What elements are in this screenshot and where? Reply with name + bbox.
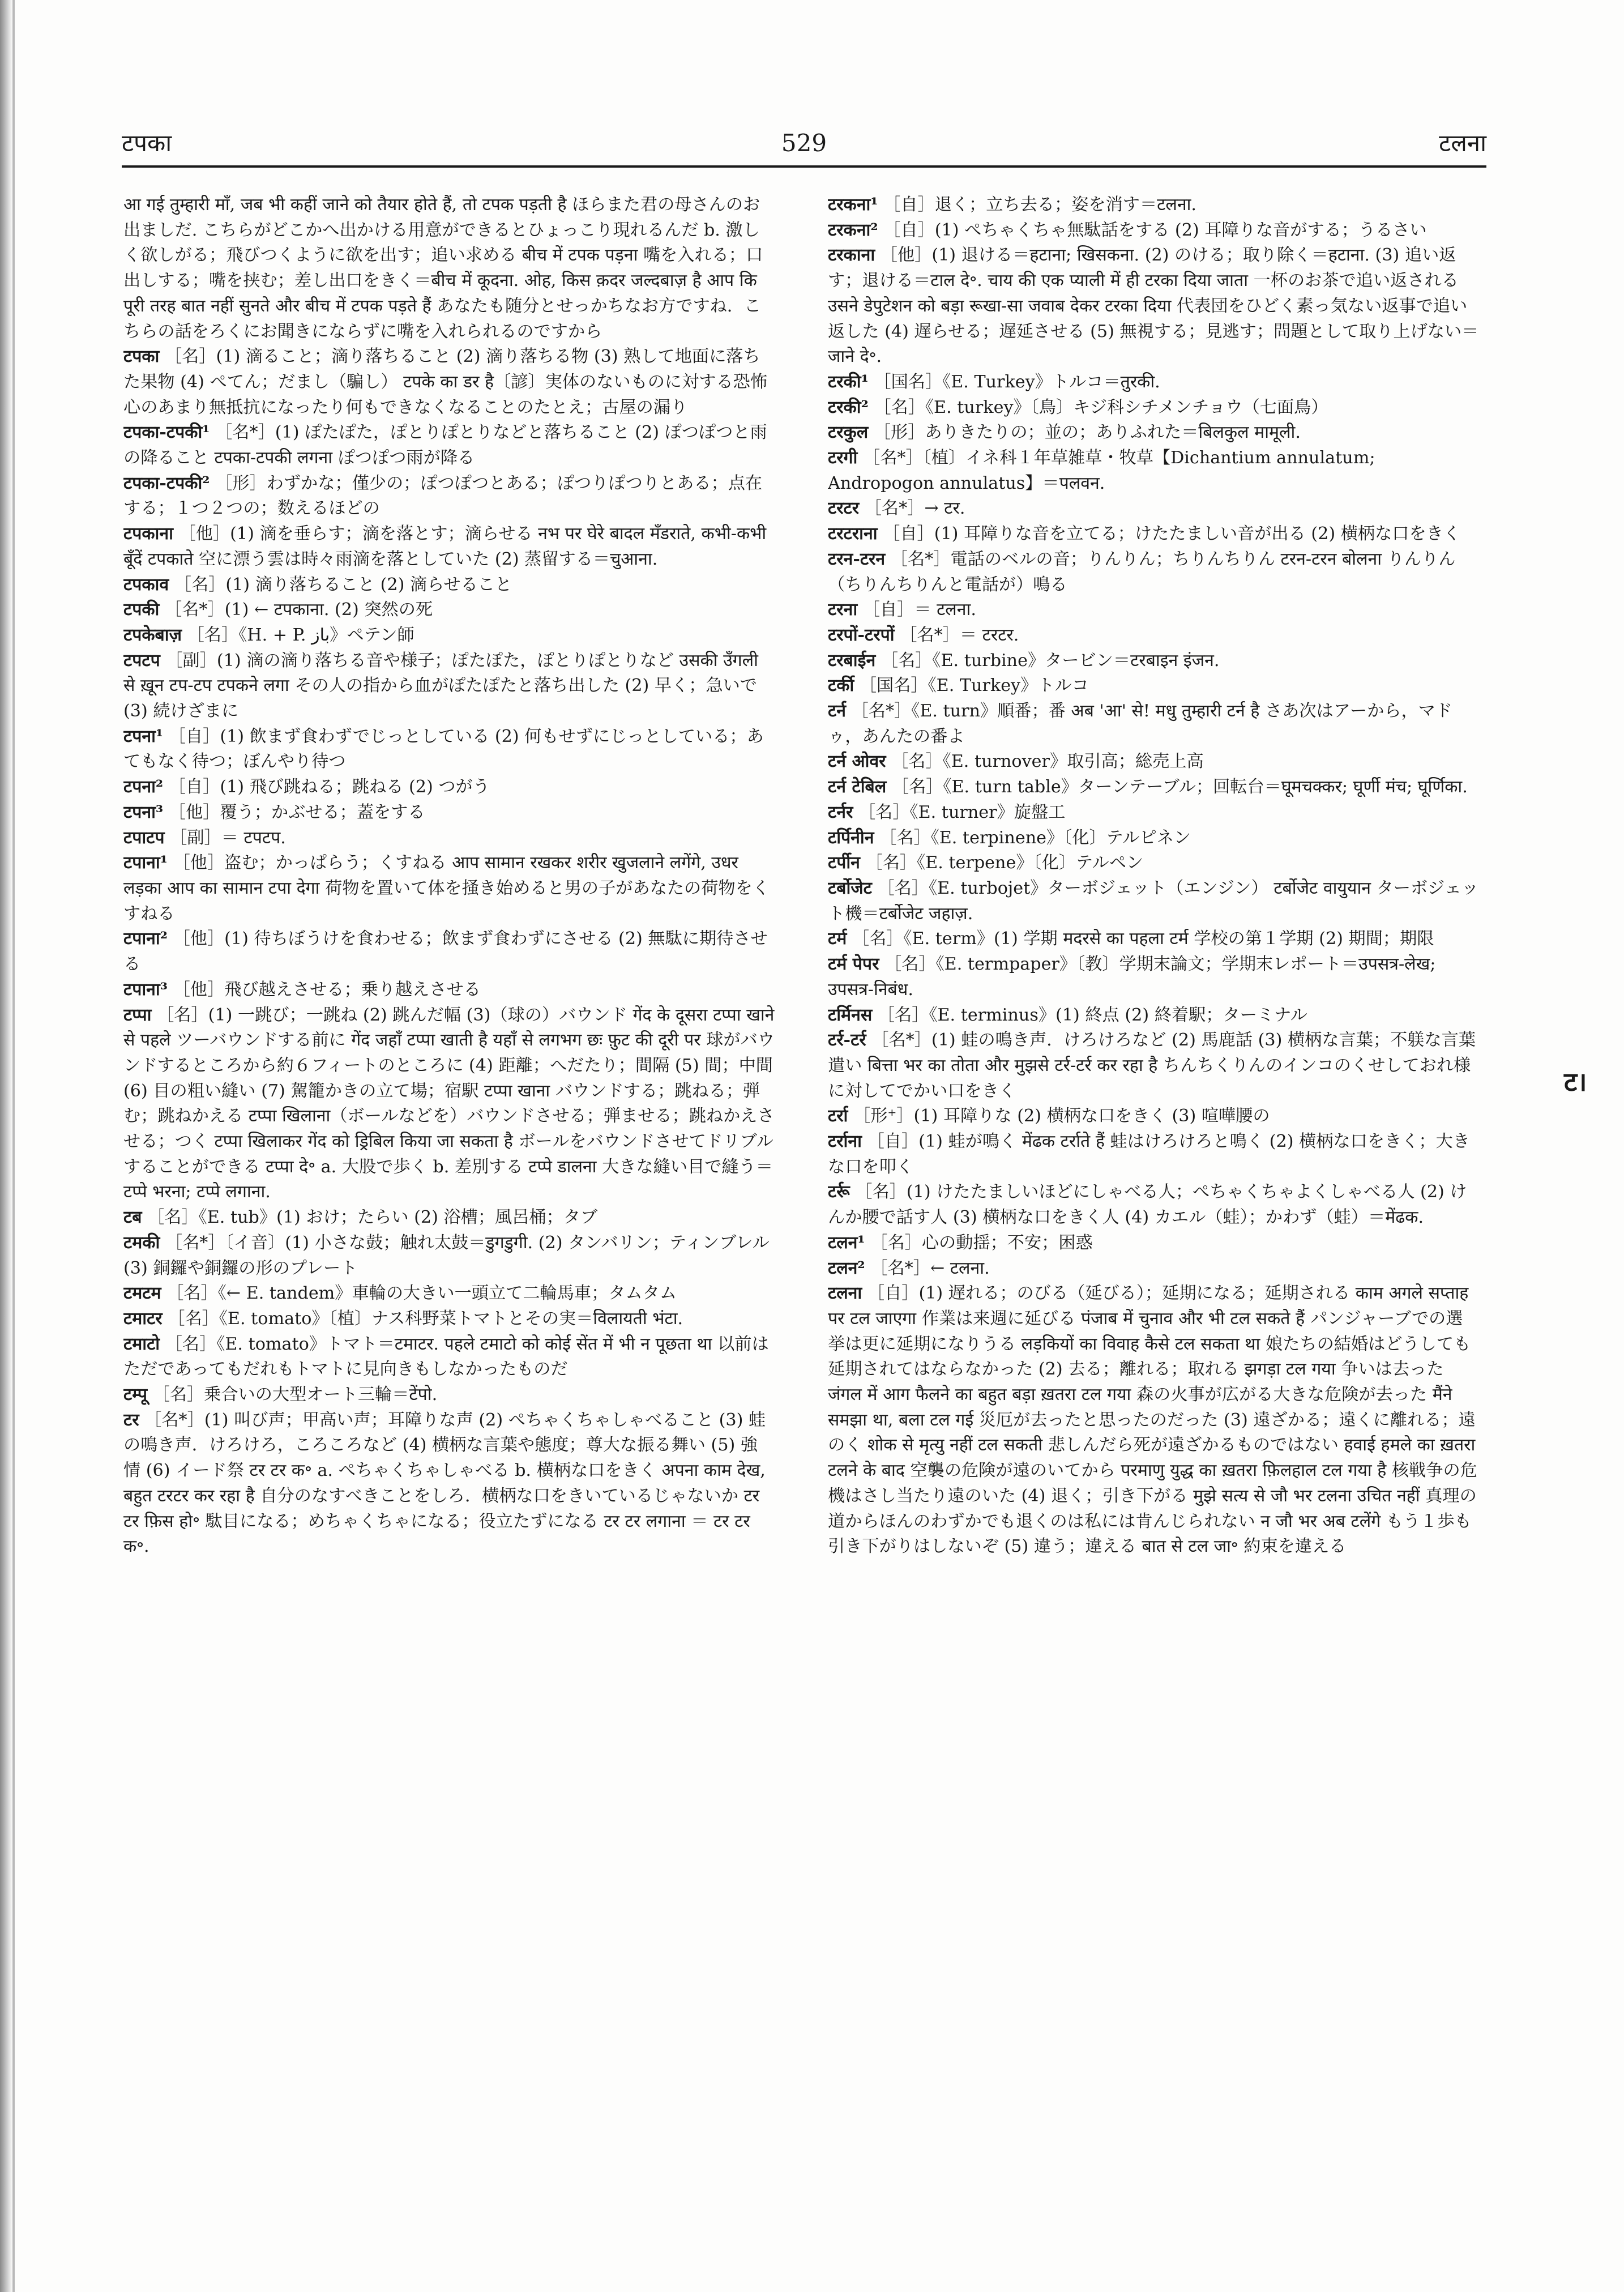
entry-definition: ［名］《E. turbojet》ターボジェット（エンジン） टर्बोजेट वायुयान ターボジェット機＝टर्बोजेट जहाज़. xyxy=(828,878,1479,924)
entry-headword: टरपों-टरपों xyxy=(828,625,895,645)
entry-headword: टरबाईन xyxy=(828,650,876,671)
dictionary-entry xyxy=(828,826,1479,851)
entry-definition: ［自］(1) ぺちゃくちゃ無駄話をする (2) 耳障りな音がする；うるさい xyxy=(883,220,1427,240)
dictionary-entry xyxy=(828,395,1479,421)
dictionary-entry xyxy=(828,927,1479,952)
entry-definition: ［他］(1) 退ける＝हटाना; खिसकना. (2) のける；取り除く＝हटाना. (3) 追い返す；退ける＝टाल दे॰. चाय की एक प्याली में ही टरका दिया जाता 一杯のお茶で追い返される उसने डेपुटेशन को बड़ा रूखा-सा जवाब देकर टरका दिया 代表団をひどく素っ気ない返事で追い返した (4) 遅らせる；遅延させる (5) 無視する；見逃す；問題として取り上げない＝जाने दे॰. xyxy=(828,245,1479,367)
entry-headword: टर्नर xyxy=(828,802,853,822)
dictionary-entry xyxy=(123,573,775,598)
entry-headword: टपना³ xyxy=(123,802,164,822)
entry-headword: टर्रू xyxy=(828,1182,850,1202)
dictionary-entry xyxy=(123,522,775,572)
dictionary-entry xyxy=(828,370,1479,395)
dictionary-entry xyxy=(123,1408,775,1560)
entry-headword: टरकना¹ xyxy=(828,195,878,215)
entry-definition: ［自］＝ टलना. xyxy=(862,600,976,620)
entry-definition: ［国名］《E. Turkey》トルコ＝तुरकी. xyxy=(874,372,1160,392)
page-number: 529 xyxy=(781,129,827,157)
entry-definition: ［名］《E. turn table》ターンテーブル；回転台＝घूमचक्कर; घूर्णी मंच; घूर्णिका. xyxy=(891,777,1468,797)
entry-definition: ［自］(1) 耳障りな音を立てる；けたたましい音が出る (2) 横柄な口をきく xyxy=(883,524,1461,544)
entry-definition: ［名］《E. turbine》タービン＝टरबाइन इंजन. xyxy=(881,650,1220,671)
dictionary-entry xyxy=(828,648,1479,674)
entry-headword: टपाना² xyxy=(123,929,168,949)
entry-headword: टप्पा xyxy=(123,1005,152,1025)
dictionary-entry xyxy=(123,648,775,724)
entry-definition: ［他］(1) 待ちぼうけを食わせる；飲まず食わずにさせる (2) 無駄に期待させる xyxy=(123,929,768,975)
dictionary-entry xyxy=(123,1307,775,1332)
entry-definition: ［名］《E. tomato》トマト＝टमाटर. पहले टमाटो को कोई सेंत में भी न पूछता था 以前はただであってもだれもトマトに見向きもしなかったものだ xyxy=(123,1334,769,1380)
entry-headword: टरकुल xyxy=(828,422,869,443)
dictionary-entry xyxy=(828,673,1479,699)
header-guide-word-right: टलना xyxy=(1439,129,1486,157)
entry-definition: ［他］飛び越えさせる；乗り越えさせる xyxy=(173,979,481,1000)
dictionary-entry xyxy=(828,876,1479,927)
page-binding-shadow xyxy=(0,0,12,2292)
dictionary-entry xyxy=(828,952,1479,1002)
dictionary-entry xyxy=(123,597,775,623)
dictionary-entry xyxy=(123,623,775,648)
entry-headword: टपकाव xyxy=(123,574,169,595)
thumb-index-tab: ट। xyxy=(1564,1066,1587,1097)
dictionary-entry xyxy=(828,522,1479,547)
entry-definition: ［名*］(1) 蛙の鳴き声．けろけろなど (2) 馬鹿話 (3) 横柄な言葉；不躾な言葉遣い बित्ता भर का तोता और मुझसे टर्र-टर्र कर रहा है ちんちくりんのインコのくせしておれ様に対してでかい口をきく xyxy=(828,1030,1476,1101)
dictionary-entry xyxy=(828,193,1479,218)
dictionary-entry xyxy=(123,826,775,851)
entry-definition: ［副］(1) 滴の滴り落ちる音や様子；ぽたぽた，ぽとりぽとりなど उसकी उँगली से ख़ून टप-टप टपकने लगा その人の指から血がぽたぽたと落ち出した (2) 早く；急いで (3) 続けざまに xyxy=(123,650,758,722)
entry-definition: ［名］(1) 一跳び；一跳ね (2) 跳んだ幅 (3)（球の）バウンド गेंद के दूसरा टप्पा खाने से पहले ツーバウンドする前に गेंद जहाँ टप्पा खाती है यहाँ से लगभग छः फ़ुट की दूरी पर 球がバウンドするところから約６フィートのところに (4) 距離；へだたり；間隔 (5) 間；中間 (6) 目の粗い縫い (7) 駕籠かきの立て場；宿駅 टप्पा खाना バウンドする；跳ねる；弾む；跳ねかえる टप्पा खिलाना（ボールなどを）バウンドさせる；弾ませる；跳ねかえさせる；つく टप्पा खिलाकर गेंद को ड्रिबिल किया जा सकता है ボールをバウンドさせてドリブルすることができる टप्पा दे॰ a. 大股で歩く b. 差別する टप्पे डालना 大きな縫い目で縫う＝टप्पे भरना; टप्पे लगाना. xyxy=(123,1005,775,1202)
dictionary-entry xyxy=(123,978,775,1003)
dictionary-entry xyxy=(828,1256,1479,1282)
entry-headword: टपकेबाज़ xyxy=(123,625,182,645)
entry-definition: ［名］(1) 滴り落ちること (2) 滴らせること xyxy=(174,574,512,595)
entry-definition: ［自］(1) 飲まず食わずでじっとしている (2) 何もせずにじっとしている；あてもなく待つ；ぼんやり待つ xyxy=(123,726,764,772)
entry-headword: टब xyxy=(123,1207,142,1228)
dictionary-entry xyxy=(828,420,1479,446)
entry-definition: ［名］《E. turnover》取引高；総売上高 xyxy=(891,752,1204,772)
dictionary-entry xyxy=(123,927,775,977)
dictionary-entry xyxy=(123,1205,775,1231)
dictionary-entry xyxy=(828,1028,1479,1104)
entry-definition: ［名*］《E. turn》順番；番 अब 'आ' से! मधु तुम्हारी टर्न है さあ次はアーから，マドゥ，あんたの番よ xyxy=(828,701,1453,746)
dictionary-entry xyxy=(123,800,775,826)
right-column xyxy=(828,193,1479,2231)
dictionary-entry xyxy=(828,1003,1479,1028)
entry-headword: टर्राना xyxy=(828,1132,862,1152)
entry-definition: ［名］《E. turkey》〔鳥〕キジ科シチメンチョウ（七面鳥） xyxy=(874,397,1328,417)
entry-definition: ［名］《E. terminus》(1) 終点 (2) 終着駅；ターミナル xyxy=(877,1005,1307,1025)
entry-headword: टमाटर xyxy=(123,1308,163,1329)
dictionary-entry xyxy=(123,1332,775,1382)
entry-definition: ［他］(1) 滴を垂らす；滴を落とす；滴らせる नभ पर घेरे बादल मँडराते, कभी-कभी बूँदें टपकाते 空に漂う雲は時々雨滴を落としていた (2) 蒸留する＝चुआना. xyxy=(123,524,767,569)
entry-headword: टर्की xyxy=(828,676,854,696)
dictionary-entry xyxy=(828,1281,1479,1560)
dictionary-entry xyxy=(123,724,775,775)
dictionary-entry xyxy=(123,775,775,800)
dictionary-entry xyxy=(828,623,1479,648)
dictionary-entry xyxy=(828,547,1479,597)
entry-definition: ［名］《E. tomato》〔植〕ナス科野菜トマトとその実＝विलायती भंटा. xyxy=(168,1308,683,1329)
entry-headword: टर्मिनस xyxy=(828,1005,873,1025)
dictionary-entry xyxy=(828,1104,1479,1129)
entry-headword: टमाटो xyxy=(123,1334,160,1354)
entry-definition: ［名］《← E. tandem》車輪の大きい一頭立て二輪馬車；タムタム xyxy=(166,1283,677,1304)
dictionary-entry xyxy=(828,597,1479,623)
entry-definition: ［自］退く；立ち去る；姿を消す＝टलना. xyxy=(883,195,1197,215)
entry-headword: टपना¹ xyxy=(123,726,164,746)
entry-headword: टर्पिनीन xyxy=(828,827,874,848)
entry-definition: ［副］＝ टपटप. xyxy=(170,827,286,848)
entry-headword: टरकी¹ xyxy=(828,372,869,392)
entry-headword: टरटर xyxy=(828,498,860,519)
entry-headword: टपाना¹ xyxy=(123,853,168,873)
entry-headword: टर्म xyxy=(828,929,847,949)
entry-headword: टरकना² xyxy=(828,220,878,240)
dictionary-entry xyxy=(828,699,1479,749)
entry-headword: टरन-टरन xyxy=(828,549,886,569)
dictionary-entry xyxy=(123,1382,775,1408)
entry-definition: ［名*］〔植〕イネ科１年草雑草・牧草【Dichantium annulatum; Andropogon annulatus】＝पलवन. xyxy=(828,448,1375,493)
dictionary-entry xyxy=(828,851,1479,876)
entry-definition: ［名］乗合いの大型オート三輪＝टेंपो. xyxy=(152,1385,438,1405)
dictionary-entry xyxy=(828,1129,1479,1180)
dictionary-entry xyxy=(123,851,775,927)
entry-headword: टर्म पेपर xyxy=(828,954,879,975)
entry-definition: ［名］(1) 滴ること；滴り落ちること (2) 滴り落ちる物 (3) 熟して地面に落ちた果物 (4) ぺてん；だまし（騙し） टपके का डर है〔諺〕実体のないものに対する恐怖心のあまり無抵抗になったり何もできなくなることのたとえ；古屋の漏り xyxy=(123,347,768,417)
entry-headword: टर्न ओवर xyxy=(828,752,886,772)
entry-definition: ［名*］(1) 叫び声；甲高い声；耳障りな声 (2) ぺちゃくちゃしゃべること (3) 蛙の鳴き声．けろけろ，ころころなど (4) 横柄な言葉や態度；尊大な振る舞い (5) 強情 (6) イード祭 टर टर क॰ a. ぺちゃくちゃしゃべる b. 横柄な口をきく अपना काम देख, बहुत टरटर कर रहा है 自分のなすべきことをしろ．横柄な口をきいているじゃないか टर टर फ़िस हो॰ 駄目になる；めちゃくちゃになる；役立たずになる टर टर लगाना ＝ टर टर क॰. xyxy=(123,1410,766,1557)
entry-headword: टपाटप xyxy=(123,827,165,848)
dictionary-entry xyxy=(828,1180,1479,1230)
entry-definition: ［形］わずかな；僅少の；ぽつぽつとある；ぽつりぽつりとある；点在する；１つ２つの；数えるほどの xyxy=(123,473,763,519)
entry-definition: ［名］《E. terpinene》〔化〕テルピネン xyxy=(879,827,1191,848)
entry-definition: ［名］《H. + P. باز》ペテン師 xyxy=(187,625,414,645)
dictionary-entry xyxy=(828,496,1479,522)
entry-headword: टलना xyxy=(828,1283,862,1304)
entry-headword: टपकी xyxy=(123,600,160,620)
dictionary-entry xyxy=(123,1003,775,1206)
entry-headword: टलन¹ xyxy=(828,1232,865,1253)
entry-definition: ［名］《E. termpaper》〔教〕学期末論文；学期末レポート＝उपसत्र-लेख; उपसत्र-निबंध. xyxy=(828,954,1436,1000)
entry-headword: टर्न xyxy=(828,701,846,722)
entry-definition: ［名*］→ टर. xyxy=(864,498,965,519)
left-column xyxy=(123,193,775,2231)
entry-headword: टपकाना xyxy=(123,524,173,544)
entry-definition: ［他］盗む；かっぱらう；くすねる आप सामान रखकर शरीर खुजलाने लगेंगे, उधर लड़का आप का सामान टपा देगा 荷物を置いて体を掻き始めると男の子があなたの荷物をくすねる xyxy=(123,853,770,924)
entry-definition: ［名*］(1) ぽたぽた，ぽとりぽとりなどと落ちること (2) ぽつぽつと雨の降ること टपका-टपकी लगना ぽつぽつ雨が降る xyxy=(123,422,767,468)
entry-headword: टरकी² xyxy=(828,397,869,417)
dictionary-entry xyxy=(828,1231,1479,1256)
entry-headword: टपका-टपकी² xyxy=(123,473,210,493)
entry-headword: टमटम xyxy=(123,1283,161,1304)
entry-headword: टमकी xyxy=(123,1232,160,1253)
entry-definition: ［名*］(1) ← टपकाना. (2) 突然の死 xyxy=(164,600,433,620)
header-rule xyxy=(122,165,1486,168)
entry-definition: ［名］心の動揺；不安；困惑 xyxy=(870,1232,1093,1253)
entry-headword: टरना xyxy=(828,600,858,620)
entry-definition: ［名*］＝ टरटर. xyxy=(900,625,1019,645)
dictionary-entry xyxy=(828,446,1479,496)
entry-headword: टरगी xyxy=(828,448,858,468)
dictionary-entry xyxy=(828,749,1479,775)
entry-definition: ［他］覆う；かぶせる；蓋をする xyxy=(168,802,425,822)
dictionary-entry xyxy=(123,1281,775,1307)
entry-definition: ［自］(1) 蛙が鳴く मेंढक टर्राते हैं 蛙はけろけろと鳴く (2) 横柄な口をきく；大きな口を叩く xyxy=(828,1132,1470,1177)
page-binding-edge xyxy=(12,0,15,2292)
entry-headword: टपका xyxy=(123,347,160,367)
dictionary-entry xyxy=(123,1231,775,1281)
entry-headword: टर्बोजेट xyxy=(828,878,872,898)
entry-headword: टरकाना xyxy=(828,245,875,266)
entry-headword: टर्रा xyxy=(828,1106,848,1126)
entry-headword: टपका-टपकी¹ xyxy=(123,422,210,443)
entry-headword: टर्पीन xyxy=(828,853,860,873)
dictionary-entry xyxy=(123,193,775,344)
entry-definition: ［自］(1) 遅れる；のびる（延びる）；延期になる；延期される काम अगले सप्ताह पर टल जाएगा 作業は来週に延びる पंजाब में चुनाव और भी टल सकते हैं パンジャーブでの選挙は更に延期になりうる लड़कियों का विवाह कैसे टल सकता था 娘たちの結婚はどうしても延期されてはならなかった (2) 去る；離れる；取れる झगड़ा टल गया 争いは去った जंगल में आग फैलने का बहुत बड़ा ख़तरा टल गया 森の火事が広がる大きな危険が去った मैंने समझा था, बला टल गई 災厄が去ったと思ったのだった (3) 遠ざかる；遠くに離れる；遠のく शोक से मृत्यु नहीं टल सकती 悲しんだら死が遠ざかるものではない हवाई हमले का ख़तरा टलने के बाद 空襲の危険が遠のいてから परमाणु युद्ध का ख़तरा फ़िलहाल टल गया है 核戦争の危機はさし当たり遠のいた (4) 退く；引き下がる मुझे सत्य से जौ भर टलना उचित नहीं 真理の道からほんのわずかでも退くのは私には肯んじられない न जौ भर अब टलेंगे もう１歩も引き下がりはしないぞ (5) 違う；違える बात से टल जा॰ 約束を違える xyxy=(828,1283,1477,1557)
entry-definition: ［名］《E. term》(1) 学期 मदरसे का पहला टर्म 学校の第１学期 (2) 期間；期限 xyxy=(852,929,1434,949)
dictionary-entry xyxy=(828,800,1479,826)
page-header xyxy=(122,127,1486,161)
dictionary-entry xyxy=(828,218,1479,244)
entry-headword: टलन² xyxy=(828,1258,865,1278)
entry-definition: ［自］(1) 飛び跳ねる；跳ねる (2) つがう xyxy=(168,777,490,797)
entry-definition: ［形⁺］(1) 耳障りな (2) 横柄な口をきく (3) 喧嘩腰の xyxy=(853,1106,1270,1126)
entry-headword: टर्न टेबिल xyxy=(828,777,887,797)
dictionary-entry xyxy=(828,243,1479,370)
entry-headword: टपटप xyxy=(123,650,160,671)
entry-headword: टपना² xyxy=(123,777,164,797)
dictionary-entry xyxy=(123,344,775,420)
entry-definition: ［名］《E. turner》旋盤工 xyxy=(858,802,1066,822)
entry-headword: टर्र-टर्र xyxy=(828,1030,866,1051)
dictionary-entry xyxy=(828,775,1479,800)
entry-definition: आ गई तुम्हारी माँ, जब भी कहीं जाने को तैयार होते हैं, तो टपक पड़ती है ほらまた君の母さんのお出ましだ. こちらがどこかへ出かける用意ができるとひょっこり現れるんだ b. 激しく欲しがる；飛びつくように欲を出す；追い求める बीच में टपक पड़ना 嘴を入れる；口出しする；嘴を挟む；差し出口をきく＝बीच में कूदना. ओह, किस क़दर जल्दबाज़ है आप कि पूरी तरह बात नहीं सुनते और बीच में टपक पड़ते हैं あなたも随分とせっかちなお方ですね．こちらの話をろくにお聞きにならずに嘴を入れられるのですから xyxy=(123,195,763,342)
entry-definition: ［名*］電話のベルの音；りんりん；ちりんちりん टरन-टरन बोलना りんりん（ちりんちりんと電話が）鳴る xyxy=(828,549,1456,595)
entry-headword: टम्पू xyxy=(123,1385,147,1405)
entry-headword: टपाना³ xyxy=(123,979,168,1000)
entry-definition: ［国名］《E. Turkey》トルコ xyxy=(859,676,1089,696)
entry-definition: ［名*］← टलना. xyxy=(870,1258,990,1278)
dictionary-entry xyxy=(123,471,775,522)
entry-headword: टर xyxy=(123,1410,139,1430)
dictionary-entry xyxy=(123,420,775,471)
entry-definition: ［形］ありきたりの；並の；ありふれた＝बिलकुल मामूली. xyxy=(873,422,1301,443)
entry-definition: ［名］(1) けたたましいほどにしゃべる人；ぺちゃくちゃよくしゃべる人 (2) けんか腰で話す人 (3) 横柄な口をきく人 (4) カエル（蛙）；かわず（蛙）＝मेंढक. xyxy=(828,1182,1467,1228)
entry-definition: ［名］《E. tub》(1) おけ；たらい (2) 浴槽；風呂桶；タブ xyxy=(147,1207,598,1228)
entry-definition: ［名*］〔イ音〕(1) 小さな鼓；触れ太鼓＝डुगडुगी. (2) タンバリン；ティンブレル (3) 銅鑼や銅鑼の形のプレート xyxy=(123,1232,770,1278)
header-guide-word-left: टपका xyxy=(122,129,172,157)
entry-headword: टरटराना xyxy=(828,524,878,544)
entry-definition: ［名］《E. terpene》〔化〕テルペン xyxy=(865,853,1144,873)
